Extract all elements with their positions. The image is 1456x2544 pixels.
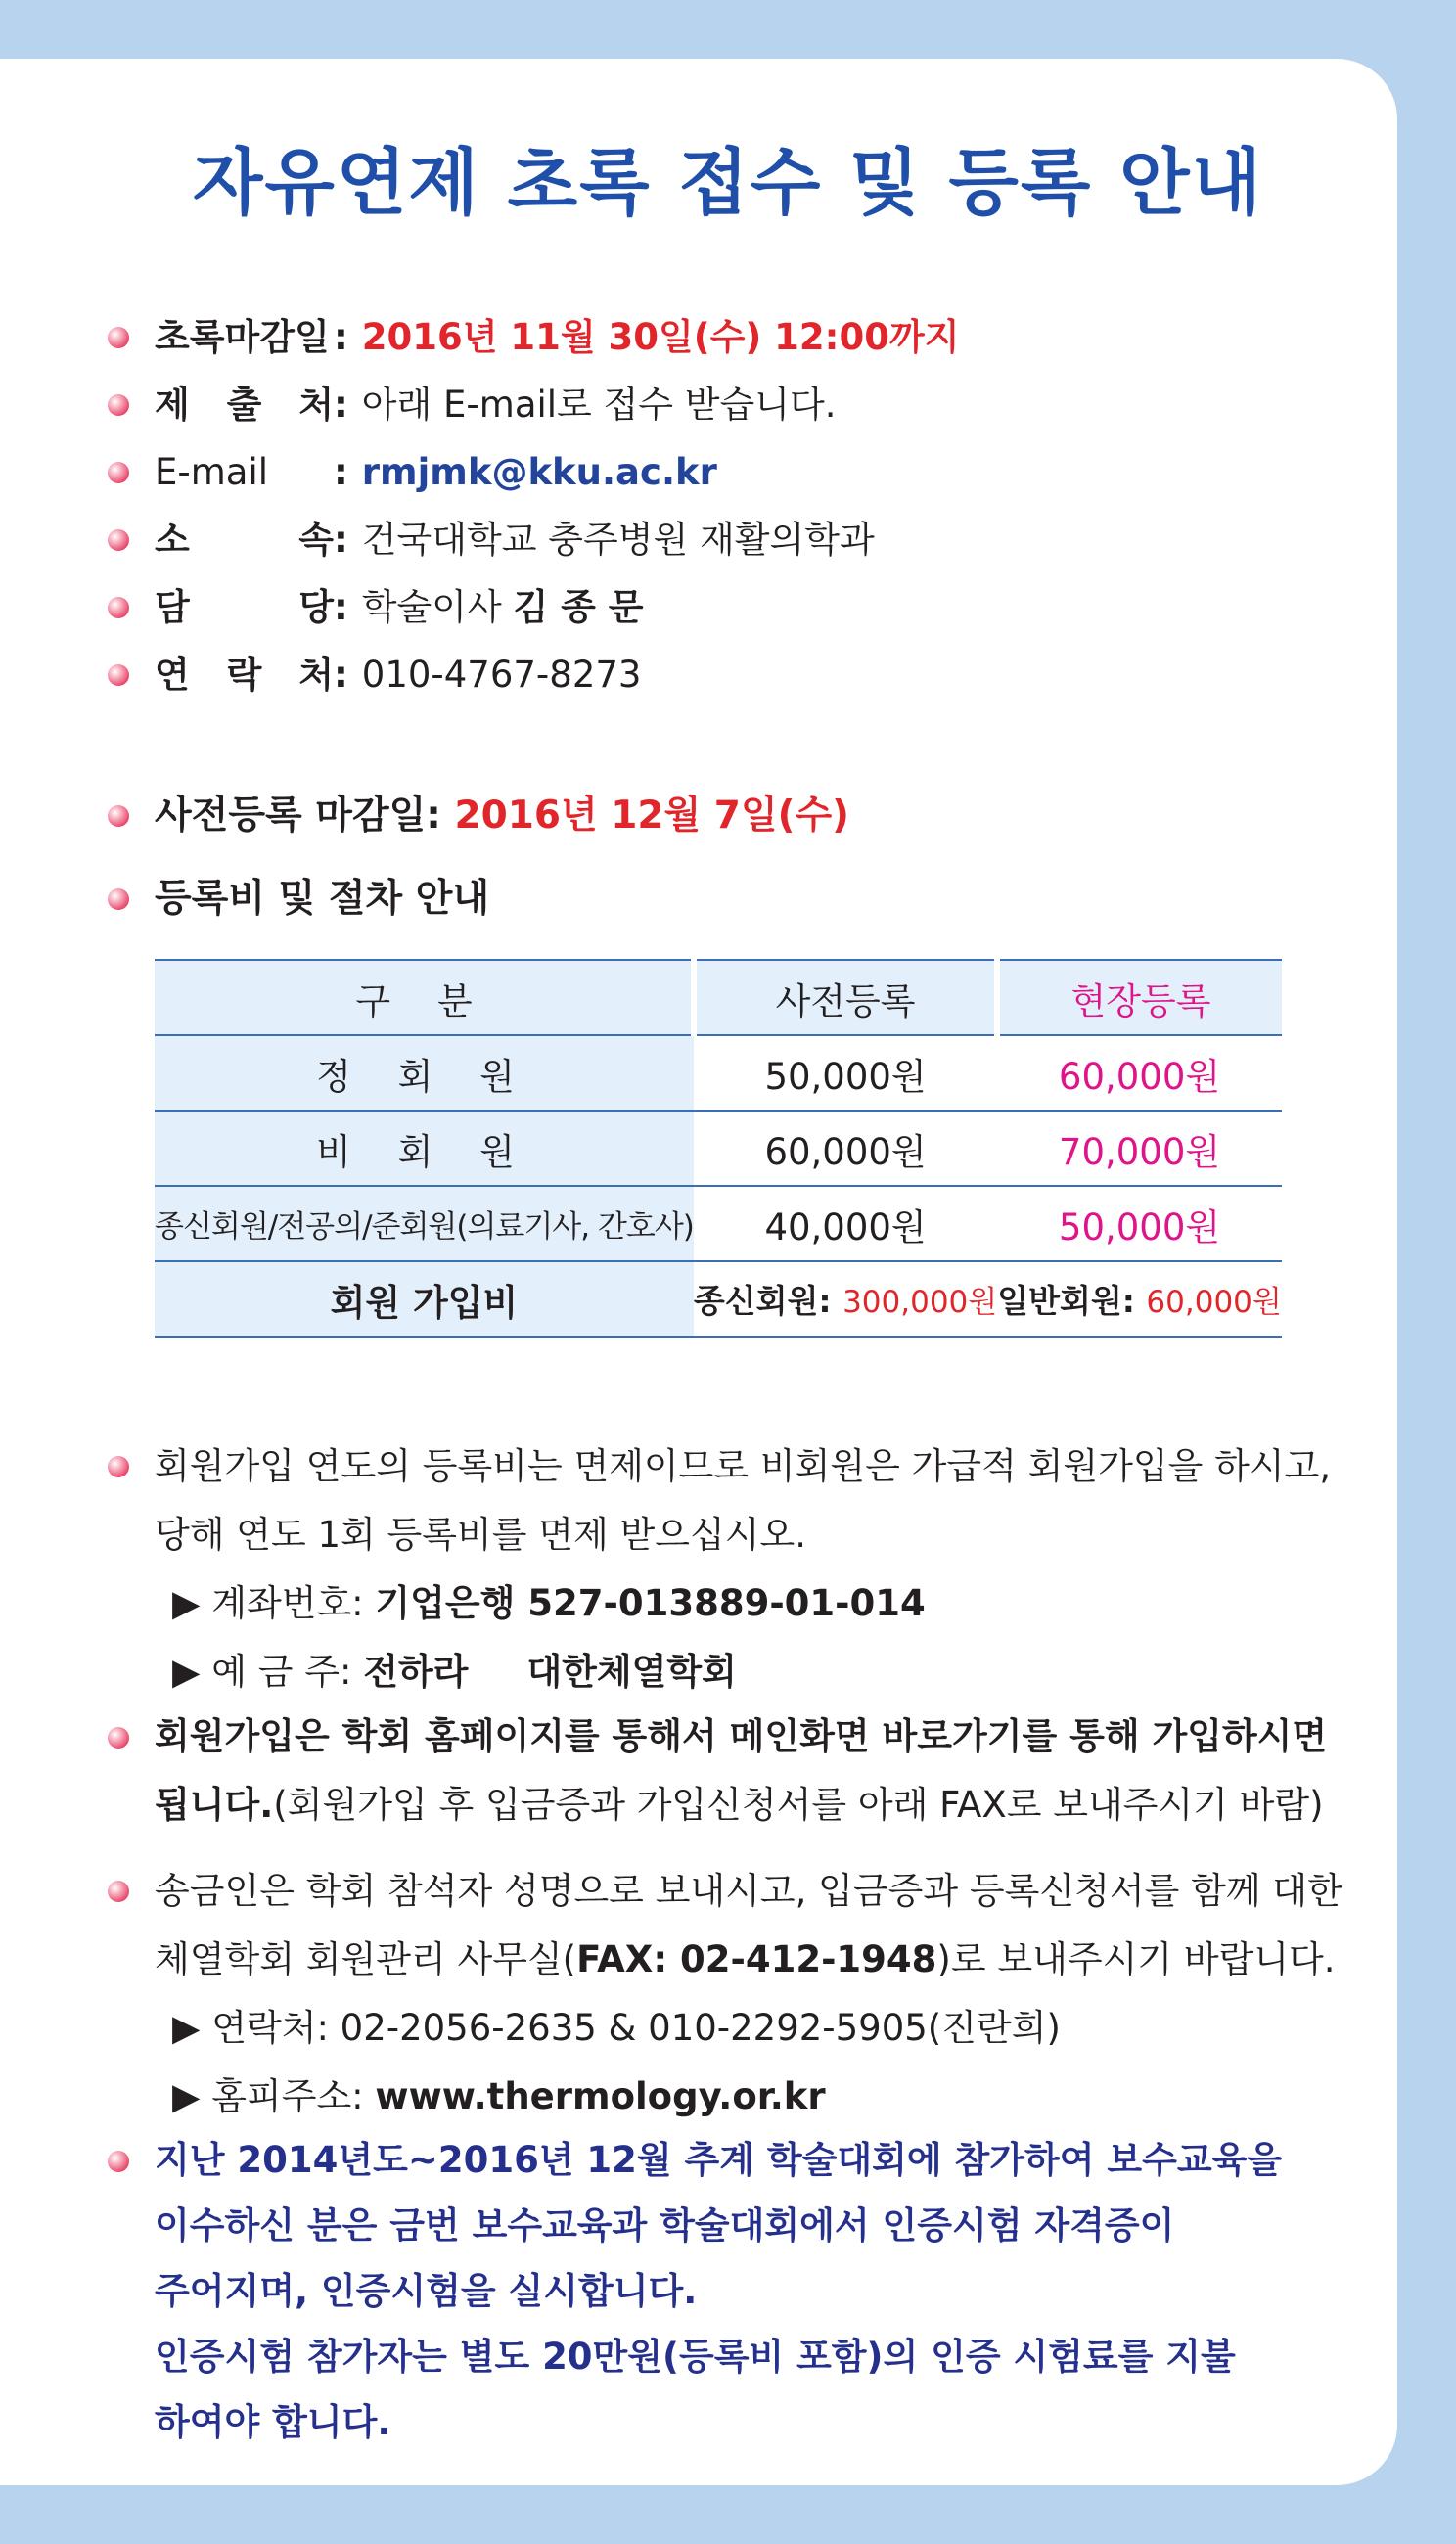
note-registration-waiver: 회원가입 연도의 등록비는 면제이므로 비회원은 가급적 회원가입을 하시고, 당해 연도 1회 등록비를 면제 받으십시오. ▶ 계좌번호: 기업은행 527-013889-01-014 ▶ 예 금 주: 전하라 대한체열학회 — [155, 1432, 1290, 1706]
info-value: 김 종 문 — [513, 586, 644, 628]
table-row — [155, 1035, 1282, 1111]
homepage-line: ▶ 홈피주소: www.thermology.or.kr — [172, 2075, 826, 2117]
info-label: 소 속 — [155, 519, 334, 561]
page-title: 자유연제 초록 접수 및 등록 안내 — [192, 141, 1264, 225]
info-label: 초록마감일 — [155, 316, 330, 358]
info-value: 아래 E-mail로 접수 받습니다. — [361, 384, 837, 426]
bullet-icon — [108, 529, 129, 551]
info-label: 담 당 — [155, 586, 334, 628]
row-pre: 50,000원 — [694, 1035, 997, 1111]
bullet-icon — [108, 888, 129, 910]
info-affiliation: 소 속: 건국대학교 충주병원 재활의학과 — [155, 516, 875, 565]
table-header-row — [155, 960, 1282, 1035]
general-label: 일반회원: — [997, 1282, 1147, 1320]
homepage-link[interactable]: www.thermology.or.kr — [375, 2075, 826, 2117]
info-deadline: 초록마감일 : 2016년 11월 30일(수) 12:00까지 — [155, 313, 959, 362]
bullet-icon — [108, 1456, 129, 1477]
bullet-icon — [108, 462, 129, 483]
info-value: 건국대학교 충주병원 재활의학과 — [361, 519, 875, 561]
info-label: 제 출 처 — [155, 384, 334, 426]
general-value: 60,000원 — [1146, 1285, 1282, 1320]
note-remittance: 송금인은 학회 참석자 성명으로 보내시고, 입금증과 등록신청서를 함께 대한 체열학회 회원관리 사무실(FAX: 02-412-1948)로 보내주시기 바랍니다. ▶ 연락처: 02-2056-2635 & 010-2292-5905(진란희) ▶ 홈피주소: www.thermology.or.kr — [155, 1857, 1290, 2131]
info-contact-person: 담 당: 학술이사 김 종 문 — [155, 583, 644, 632]
info-label: E-mail — [155, 451, 269, 493]
row-onsite: 50,000원 — [997, 1186, 1282, 1261]
info-value: 010-4767-8273 — [361, 654, 642, 696]
header-onsite-registration: 현장등록 — [997, 960, 1282, 1035]
info-label: 연 락 처 — [155, 654, 334, 696]
row-pre: 60,000원 — [694, 1111, 997, 1186]
info-value-prefix: 학술이사 — [361, 586, 514, 628]
info-phone: 연 락 처: 010-4767-8273 — [155, 651, 641, 700]
membership-row — [155, 1261, 1282, 1337]
fee-heading: 등록비 및 절차 안내 — [155, 877, 490, 921]
table-row — [155, 1111, 1282, 1186]
prereg-deadline: 사전등록 마감일: 2016년 12월 7일(수) — [155, 794, 849, 838]
info-submit-to: 제 출 처: 아래 E-mail로 접수 받습니다. — [155, 381, 837, 430]
holder-line: ▶ 예 금 주: 전하라 대한체열학회 — [172, 1651, 737, 1693]
lifetime-value: 300,000원 — [842, 1285, 998, 1320]
bullet-icon — [108, 1881, 129, 1902]
bullet-icon — [108, 597, 129, 618]
row-type: 비 회 원 — [155, 1111, 694, 1186]
row-onsite: 70,000원 — [997, 1111, 1282, 1186]
bullet-icon — [108, 1727, 129, 1749]
info-email: E-mail : rmjmk@kku.ac.kr — [155, 448, 717, 497]
contact-line: ▶ 연락처: 02-2056-2635 & 010-2292-5905(진란희) — [172, 2007, 1061, 2049]
bullet-icon — [108, 327, 129, 348]
table-row — [155, 1186, 1282, 1261]
note-signup: 회원가입은 학회 홈페이지를 통해서 메인화면 바로가기를 통해 가입하시면 됩니다.(회원가입 후 입금증과 가입신청서를 아래 FAX로 보내주시기 바람) — [155, 1715, 1328, 1826]
row-type: 정 회 원 — [155, 1035, 694, 1111]
bullet-icon — [108, 2151, 129, 2172]
row-pre: 40,000원 — [694, 1186, 997, 1261]
membership-label: 회원 가입비 — [155, 1261, 694, 1337]
header-category: 구 분 — [155, 960, 694, 1035]
fee-table — [155, 959, 1282, 1338]
row-onsite: 60,000원 — [997, 1035, 1282, 1111]
row-type: 종신회원/전공의/준회원(의료기사, 간호사) — [155, 1186, 694, 1261]
account-line: ▶ 계좌번호: 기업은행 527-013889-01-014 — [172, 1582, 926, 1624]
header-pre-registration: 사전등록 — [694, 960, 997, 1035]
info-value: 2016년 11월 30일(수) 12:00까지 — [361, 316, 960, 358]
note-certification: 지난 2014년도~2016년 12월 추계 학술대회에 참가하여 보수교육을 이수하신 분은 금번 보수교육과 학술대회에서 인증시험 자격증이 주어지며, 인증시험을 실시합니다. 인증시험 참가자는 별도 20만원(등록비 포함)의 인증 시험료를 지불 하여야 합니다. — [155, 2139, 1283, 2443]
bullet-icon — [108, 394, 129, 416]
bullet-icon — [108, 664, 129, 686]
email-link[interactable]: rmjmk@kku.ac.kr — [361, 451, 717, 493]
lifetime-label: 종신회원: — [693, 1282, 843, 1320]
bullet-icon — [108, 805, 129, 827]
